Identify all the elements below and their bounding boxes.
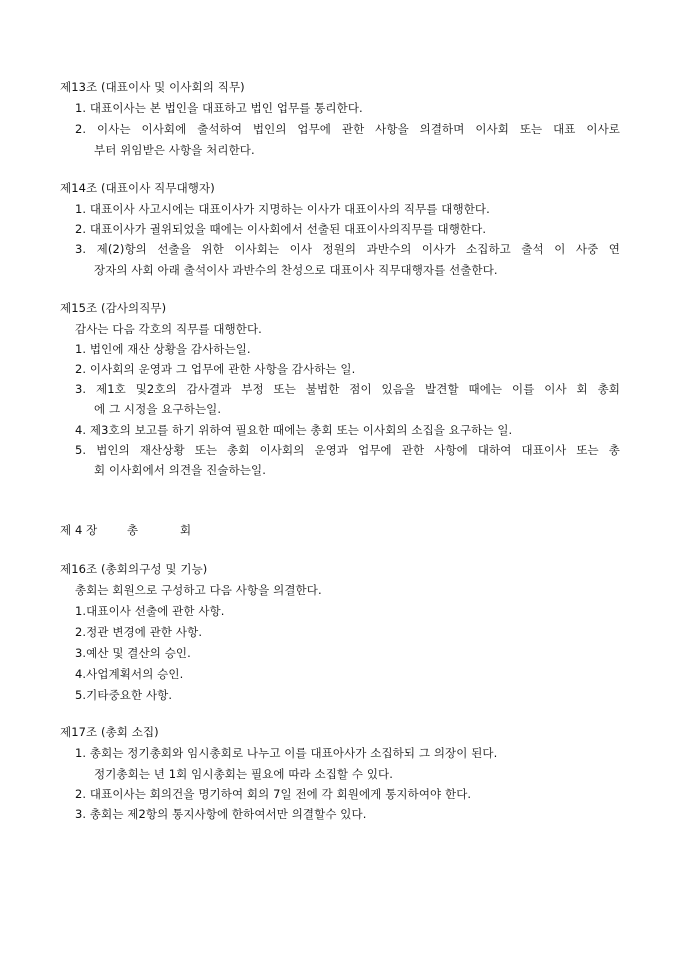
article-15-item-3: 3. 제1호 및2호의 감사결과 부정 또는 불법한 점이 있음을 발견할 때에는 이를 이사 회 총회 [75,382,620,396]
article-14-item-2: 2. 대표이사가 궐위되었을 때에는 이사회에서 선출된 대표이사의직무를 대행한다. [75,222,487,236]
article-14-title: 제14조 (대표이사 직무대행자) [60,181,215,195]
article-13-item-2-cont: 부터 위임받은 사항을 처리한다. [94,143,255,157]
article-16-item-3: 3.예산 및 결산의 승인. [75,646,191,660]
article-16-item-1: 1.대표이사 선출에 관한 사항. [75,604,225,618]
article-15-intro: 감사는 다음 각호의 직무를 대행한다. [75,322,262,336]
article-15-item-1: 1. 법인에 재산 상황을 감사하는일. [75,342,251,356]
article-17-title: 제17조 (총회 소집) [60,725,159,739]
article-13-title: 제13조 (대표이사 및 이사회의 직무) [60,80,245,94]
article-17-item-1-cont: 정기총회는 년 1회 임시총회는 필요에 따라 소집할 수 있다. [94,767,394,781]
chapter-4-number: 제 4 장 [60,523,98,537]
article-15-item-4: 4. 제3호의 보고를 하기 위하여 필요한 때에는 총회 또는 이사회의 소집을 요구하는 일. [75,423,513,437]
article-17-item-3: 3. 총회는 제2항의 통지사항에 한하여서만 의결할수 있다. [75,807,367,821]
article-15-item-5-cont: 회 이사회에서 의견을 진술하는일. [94,463,266,477]
article-13-item-2: 2. 이사는 이사회에 출석하여 법인의 업무에 관한 사항을 의결하며 이사회 또는 대표 이사로 [75,122,620,136]
article-14-item-1: 1. 대표이사 사고시에는 대표이사가 지명하는 이사가 대표이사의 직무를 대행한다. [75,202,490,216]
article-15-item-3-cont: 에 그 시정을 요구하는일. [94,402,222,416]
article-15-item-5: 5. 법인의 재산상황 또는 총회 이사회의 운영과 업무에 관한 사항에 대하여 대표이사 또는 총 [75,443,620,457]
article-14-item-3-cont: 장자의 사회 아래 출석이사 과반수의 찬성으로 대표이사 직무대행자를 선출한다. [94,263,498,277]
chapter-4-title-char-2: 회 [180,523,192,537]
article-15-item-2: 2. 이사회의 운영과 그 업무에 관한 사항을 감사하는 일. [75,362,356,376]
article-16-intro: 총회는 회원으로 구성하고 다음 사항을 의결한다. [75,583,322,597]
article-15-title: 제15조 (감사의직무) [60,301,167,315]
chapter-4-title-char-1: 총 [127,523,139,537]
article-16-item-4: 4.사업계획서의 승인. [75,667,184,681]
article-16-item-5: 5.기타중요한 사항. [75,688,173,702]
article-16-title: 제16조 (총회의구성 및 기능) [60,562,208,576]
article-14-item-3: 3. 제(2)항의 선출을 위한 이사회는 이사 정원의 과반수의 이사가 소집하고 출석 이 사중 연 [75,242,620,256]
article-13-item-1: 1. 대표이사는 본 법인을 대표하고 법인 업무를 통리한다. [75,101,363,115]
article-17-item-2: 2. 대표이사는 회의건을 명기하여 회의 7일 전에 각 회원에게 통지하여야 한다. [75,787,472,801]
article-17-item-1: 1. 총회는 정기총회와 임시총회로 나누고 이를 대표아사가 소집하되 그 의장이 된다. [75,746,498,760]
article-16-item-2: 2.정관 변경에 관한 사항. [75,625,203,639]
